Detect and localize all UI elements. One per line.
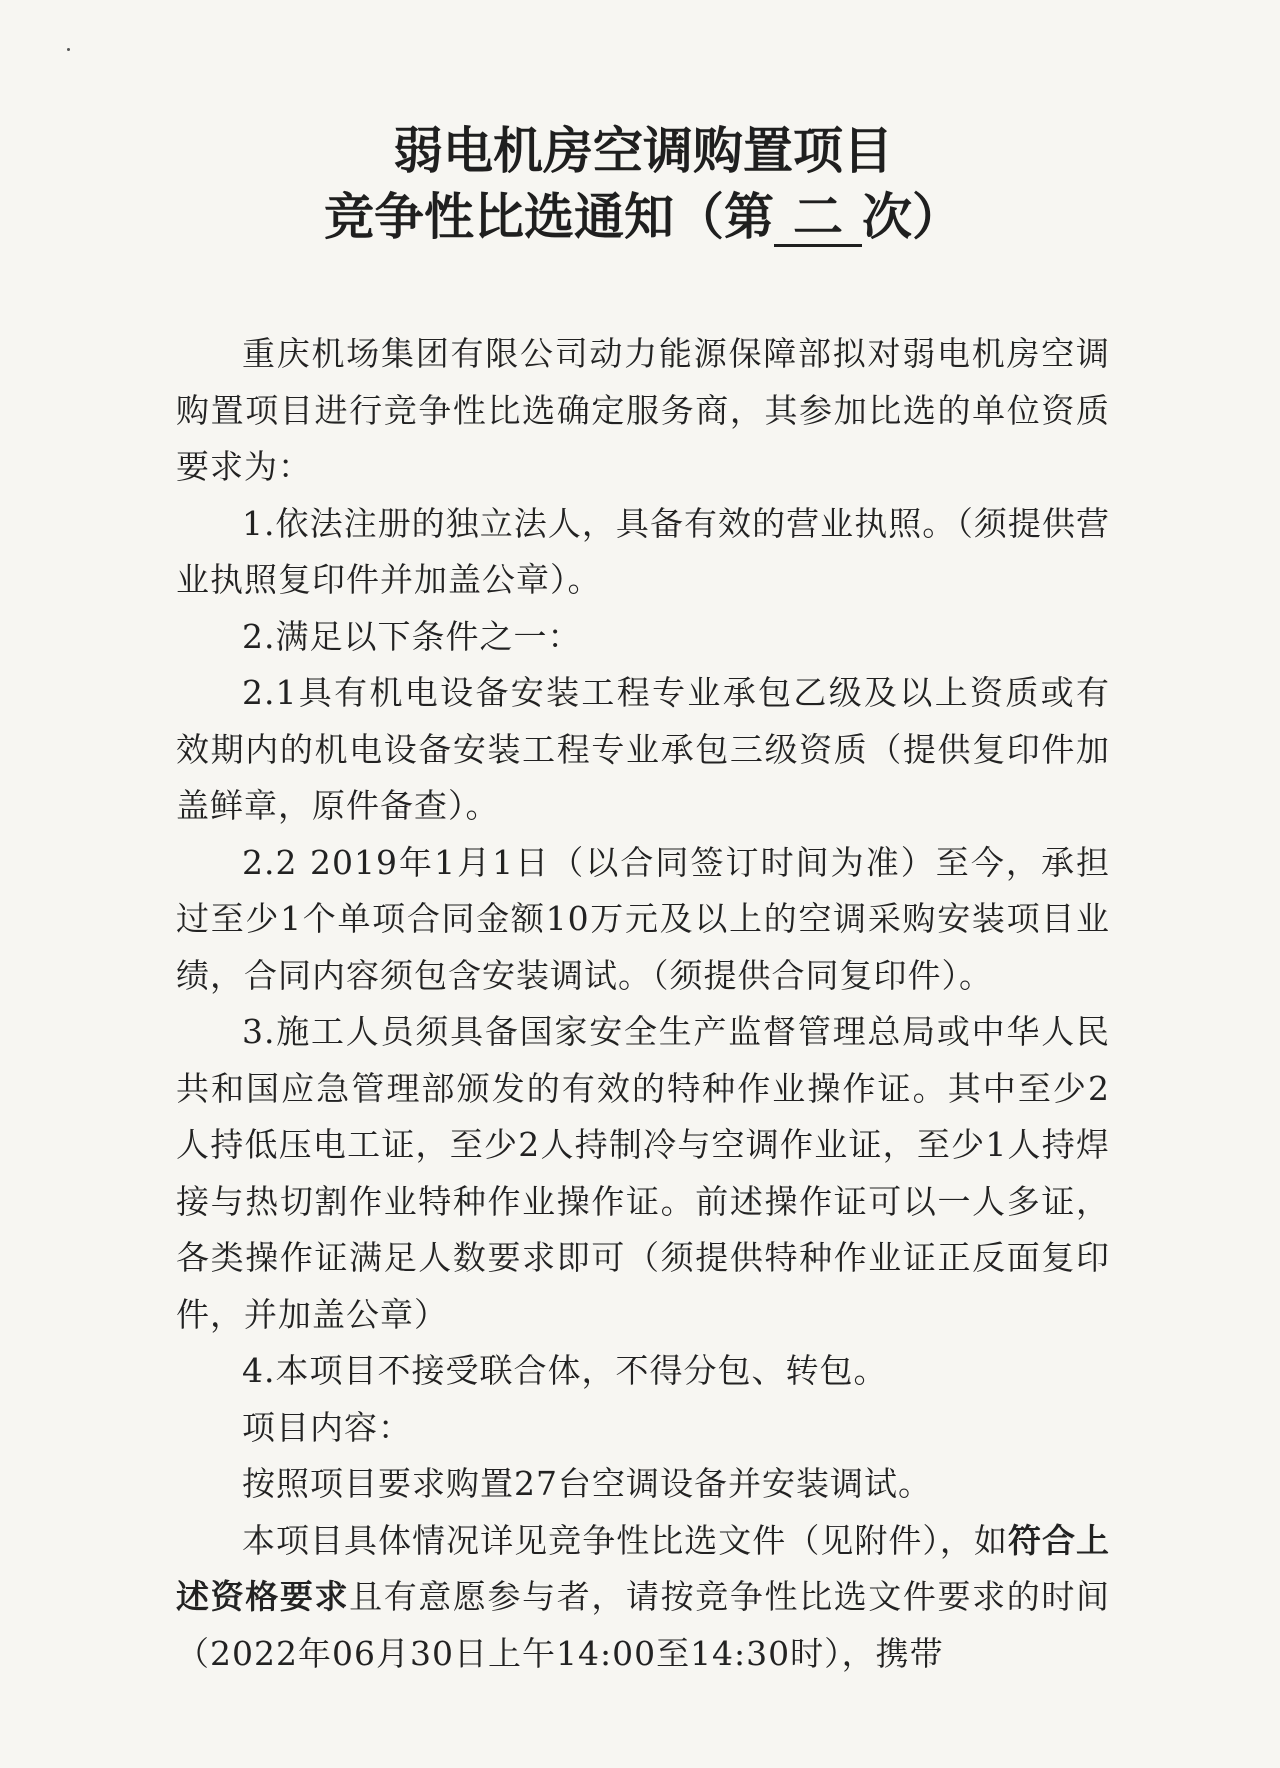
title-line-2: [176, 186, 1110, 248]
requirement-2-1: 2.1具有机电设备安装工程专业承包乙级及以上资质或有效期内的机电设备安装工程专业承包三级资质（提供复印件加盖鲜章，原件备查）。: [176, 673, 1110, 825]
round-number-blank: 二: [774, 190, 862, 247]
title-prefix: 竞争性比选通知（第: [324, 188, 774, 246]
content-text: 按照项目要求购置27台空调设备并安装调试。: [242, 1464, 932, 1503]
closing-part-2: 且有意愿参与者，请按竞争性比选文件要求的时间（2022年06月30日上午14:00至14:30时），携带: [176, 1577, 1111, 1673]
intro-paragraph: 重庆机场集团有限公司动力能源保障部拟对弱电机房空调购置项目进行竞争性比选确定服务商，其参加比选的单位资质要求为：: [176, 334, 1110, 486]
title-line-1: 弱电机房空调购置项目: [393, 122, 893, 180]
scan-speck: [67, 48, 70, 51]
document-title: [176, 120, 1110, 248]
closing-paragraph: [176, 1513, 1110, 1683]
title-suffix: 次）: [862, 188, 962, 246]
closing-part-1: 本项目具体情况详见竞争性比选文件（见附件），如: [242, 1520, 1008, 1560]
content-heading: 项目内容：: [242, 1407, 412, 1447]
requirement-1: 1.依法注册的独立法人，具备有效的营业执照。（须提供营业执照复印件并加盖公章）。: [176, 503, 1110, 599]
requirement-4: 4.本项目不接受联合体，不得分包、转包。: [242, 1351, 888, 1390]
requirement-2: 2.满足以下条件之一：: [242, 616, 582, 656]
requirement-2-2: 2.2 2019年1月1日（以合同签订时间为准）至今，承担过至少1个单项合同金额10万元及以上的空调采购安装项目业绩，合同内容须包含安装调试。（须提供合同复印件）。: [176, 842, 1110, 995]
document-body: [176, 326, 1110, 1682]
requirement-3: 3.施工人员须具备国家安全生产监督管理总局或中华人民共和国应急管理部颁发的有效的特种作业操作证。其中至少2人持低压电工证，至少2人持制冷与空调作业证，至少1人持焊接与热切割作业特种作业操作证。前述操作证可以一人多证，各类操作证满足人数要求即可（须提供特种作业证正反面复印件，并加盖公章）: [176, 1012, 1110, 1334]
closing-bold: 符合上述资格要求: [176, 1520, 1111, 1616]
